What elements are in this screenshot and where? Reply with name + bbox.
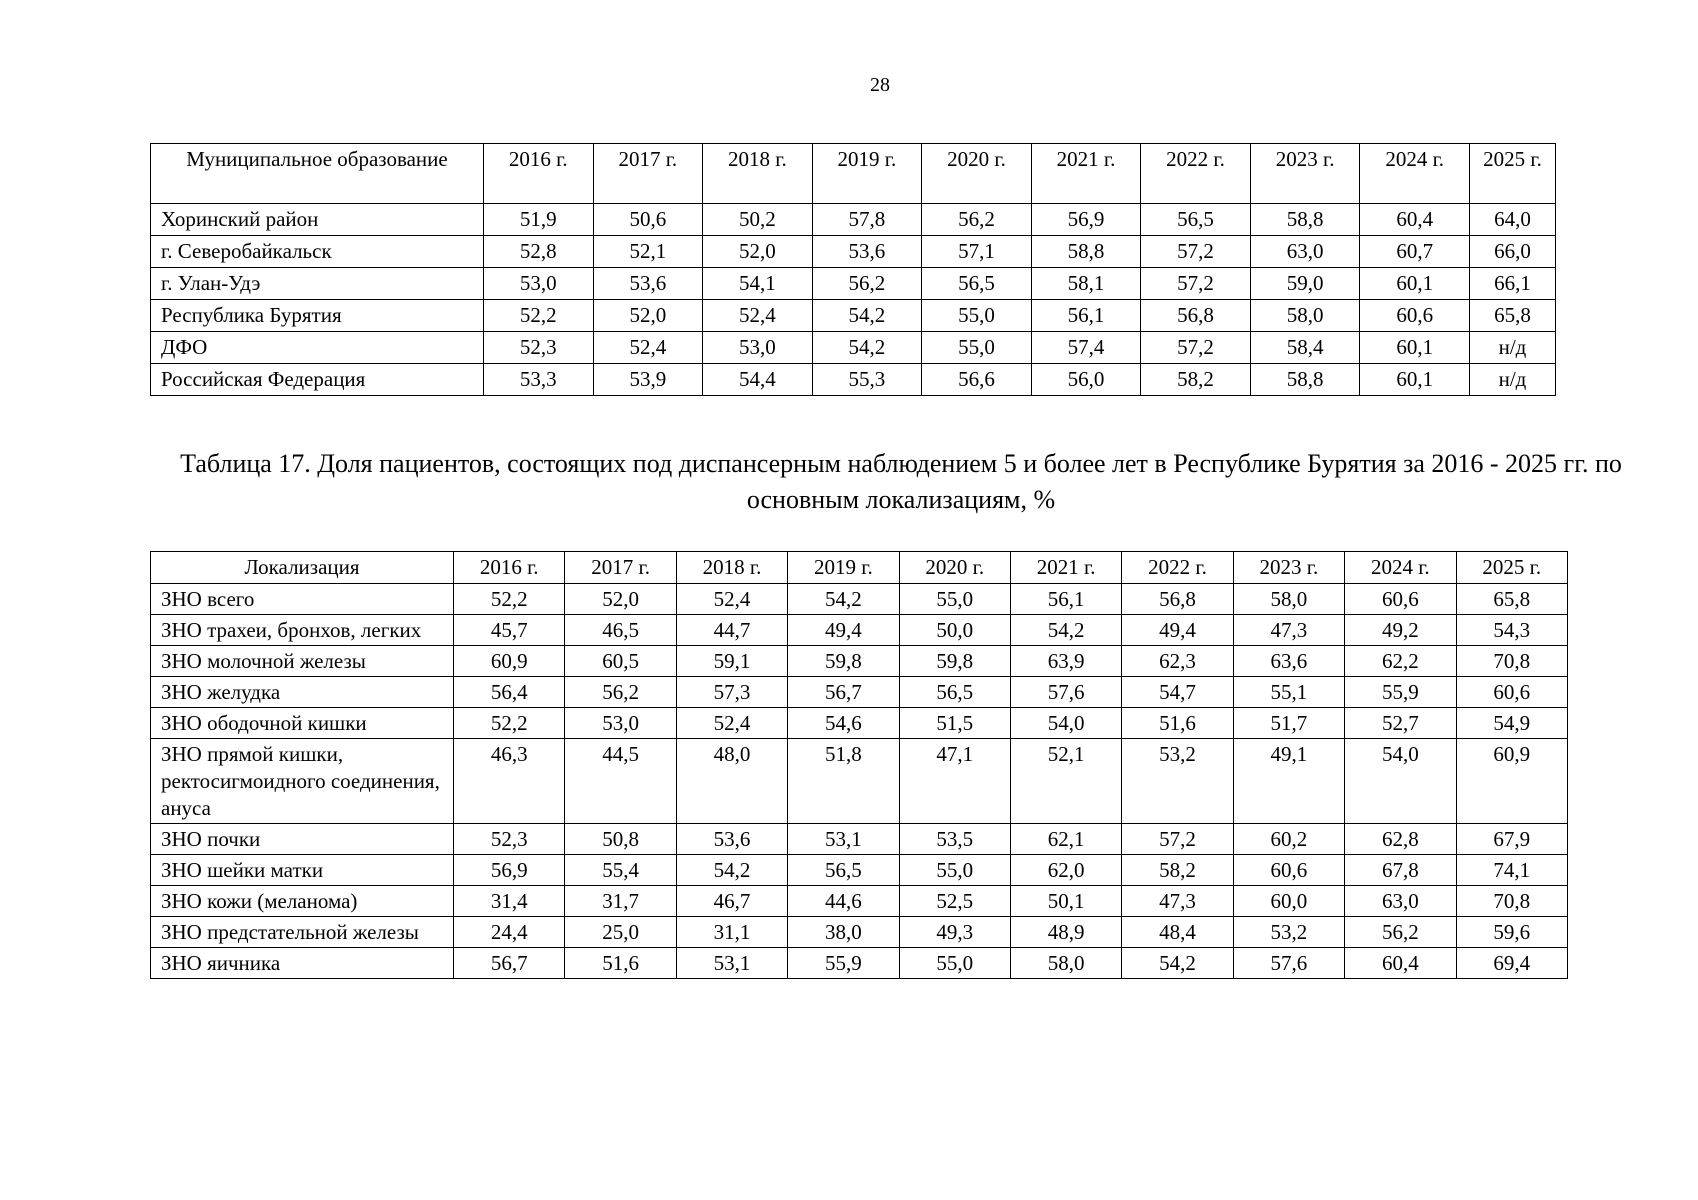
value-cell: 56,0 bbox=[1031, 364, 1141, 396]
value-cell: 46,7 bbox=[676, 886, 787, 917]
value-cell: 52,5 bbox=[899, 886, 1010, 917]
value-cell: 62,8 bbox=[1345, 824, 1456, 855]
table-header-row bbox=[151, 552, 1568, 584]
column-header-year: 2021 г. bbox=[1031, 144, 1141, 204]
value-cell: 52,7 bbox=[1345, 708, 1456, 739]
value-cell: 31,1 bbox=[676, 917, 787, 948]
table-row bbox=[151, 708, 1568, 739]
value-cell: 51,6 bbox=[1122, 708, 1233, 739]
column-header-year: 2019 г. bbox=[788, 552, 899, 584]
value-cell: 51,9 bbox=[484, 204, 594, 236]
value-cell: 52,4 bbox=[676, 708, 787, 739]
value-cell: 56,9 bbox=[1031, 204, 1141, 236]
value-cell: 49,3 bbox=[899, 917, 1010, 948]
value-cell: н/д bbox=[1470, 364, 1556, 396]
value-cell: 44,7 bbox=[676, 615, 787, 646]
row-label-cell: ЗНО кожи (меланома) bbox=[151, 886, 454, 917]
value-cell: 55,1 bbox=[1233, 677, 1344, 708]
value-cell: 53,0 bbox=[565, 708, 676, 739]
table-row bbox=[151, 332, 1556, 364]
value-cell: 57,6 bbox=[1233, 948, 1344, 979]
value-cell: 58,2 bbox=[1141, 364, 1251, 396]
row-label-cell: ЗНО прямой кишки, ректосигмоидного соединения, ануса bbox=[151, 739, 454, 824]
value-cell: 53,6 bbox=[812, 236, 922, 268]
value-cell: 56,7 bbox=[788, 677, 899, 708]
value-cell: 52,2 bbox=[454, 708, 565, 739]
row-label-cell: г. Улан-Удэ bbox=[151, 268, 484, 300]
value-cell: 52,3 bbox=[484, 332, 594, 364]
value-cell: 53,6 bbox=[676, 824, 787, 855]
value-cell: 52,0 bbox=[593, 300, 703, 332]
value-cell: 63,9 bbox=[1010, 646, 1121, 677]
value-cell: 74,1 bbox=[1456, 855, 1567, 886]
value-cell: 49,1 bbox=[1233, 739, 1344, 824]
value-cell: 54,7 bbox=[1122, 677, 1233, 708]
value-cell: 56,7 bbox=[454, 948, 565, 979]
column-header-year: 2025 г. bbox=[1470, 144, 1556, 204]
value-cell: 58,0 bbox=[1010, 948, 1121, 979]
value-cell: 60,4 bbox=[1345, 948, 1456, 979]
value-cell: 56,1 bbox=[1031, 300, 1141, 332]
value-cell: 54,2 bbox=[676, 855, 787, 886]
column-header-year: 2024 г. bbox=[1360, 144, 1470, 204]
value-cell: 60,7 bbox=[1360, 236, 1470, 268]
value-cell: 56,5 bbox=[788, 855, 899, 886]
column-header-year: 2017 г. bbox=[565, 552, 676, 584]
column-header-year: 2021 г. bbox=[1010, 552, 1121, 584]
value-cell: 54,2 bbox=[788, 584, 899, 615]
column-header-name: Муниципальное образование bbox=[151, 144, 484, 204]
value-cell: 52,4 bbox=[703, 300, 813, 332]
column-header-year: 2020 г. bbox=[922, 144, 1032, 204]
row-label-cell: ЗНО шейки матки bbox=[151, 855, 454, 886]
value-cell: 58,8 bbox=[1250, 204, 1360, 236]
value-cell: 57,2 bbox=[1122, 824, 1233, 855]
value-cell: 54,2 bbox=[1122, 948, 1233, 979]
value-cell: 59,6 bbox=[1456, 917, 1567, 948]
column-header-year: 2024 г. bbox=[1345, 552, 1456, 584]
value-cell: 55,0 bbox=[899, 948, 1010, 979]
value-cell: 62,0 bbox=[1010, 855, 1121, 886]
value-cell: 60,2 bbox=[1233, 824, 1344, 855]
value-cell: 60,9 bbox=[1456, 739, 1567, 824]
value-cell: 52,0 bbox=[703, 236, 813, 268]
value-cell: 48,4 bbox=[1122, 917, 1233, 948]
value-cell: 54,0 bbox=[1345, 739, 1456, 824]
row-label-cell: ЗНО желудка bbox=[151, 677, 454, 708]
table-row bbox=[151, 886, 1568, 917]
table-row bbox=[151, 204, 1556, 236]
value-cell: 25,0 bbox=[565, 917, 676, 948]
value-cell: 56,6 bbox=[922, 364, 1032, 396]
column-header-year: 2023 г. bbox=[1233, 552, 1344, 584]
value-cell: 54,2 bbox=[812, 332, 922, 364]
value-cell: 59,8 bbox=[899, 646, 1010, 677]
value-cell: 46,5 bbox=[565, 615, 676, 646]
value-cell: 57,3 bbox=[676, 677, 787, 708]
value-cell: 24,4 bbox=[454, 917, 565, 948]
value-cell: 63,0 bbox=[1345, 886, 1456, 917]
value-cell: 60,6 bbox=[1456, 677, 1567, 708]
value-cell: 54,3 bbox=[1456, 615, 1567, 646]
value-cell: 55,0 bbox=[899, 584, 1010, 615]
table-row bbox=[151, 584, 1568, 615]
value-cell: 60,6 bbox=[1360, 300, 1470, 332]
value-cell: 50,8 bbox=[565, 824, 676, 855]
value-cell: 46,3 bbox=[454, 739, 565, 824]
value-cell: 53,0 bbox=[703, 332, 813, 364]
table-row bbox=[151, 739, 1568, 824]
value-cell: 57,6 bbox=[1010, 677, 1121, 708]
value-cell: 54,2 bbox=[812, 300, 922, 332]
value-cell: 56,9 bbox=[454, 855, 565, 886]
value-cell: 63,0 bbox=[1250, 236, 1360, 268]
value-cell: 60,1 bbox=[1360, 268, 1470, 300]
value-cell: 55,9 bbox=[788, 948, 899, 979]
value-cell: 54,1 bbox=[703, 268, 813, 300]
value-cell: 62,2 bbox=[1345, 646, 1456, 677]
value-cell: 60,0 bbox=[1233, 886, 1344, 917]
value-cell: 52,3 bbox=[454, 824, 565, 855]
value-cell: 38,0 bbox=[788, 917, 899, 948]
table-row bbox=[151, 364, 1556, 396]
row-label-cell: ДФО bbox=[151, 332, 484, 364]
value-cell: 63,6 bbox=[1233, 646, 1344, 677]
value-cell: 56,2 bbox=[812, 268, 922, 300]
value-cell: 58,4 bbox=[1250, 332, 1360, 364]
value-cell: 58,0 bbox=[1250, 300, 1360, 332]
row-label-cell: ЗНО молочной железы bbox=[151, 646, 454, 677]
value-cell: 50,0 bbox=[899, 615, 1010, 646]
column-header-year: 2025 г. bbox=[1456, 552, 1567, 584]
value-cell: 50,2 bbox=[703, 204, 813, 236]
table-row bbox=[151, 300, 1556, 332]
value-cell: 65,8 bbox=[1470, 300, 1556, 332]
value-cell: 67,9 bbox=[1456, 824, 1567, 855]
value-cell: 51,7 bbox=[1233, 708, 1344, 739]
table-row bbox=[151, 948, 1568, 979]
value-cell: 48,0 bbox=[676, 739, 787, 824]
value-cell: 69,4 bbox=[1456, 948, 1567, 979]
value-cell: 60,6 bbox=[1233, 855, 1344, 886]
row-label-cell: ЗНО ободочной кишки bbox=[151, 708, 454, 739]
value-cell: 53,9 bbox=[593, 364, 703, 396]
value-cell: 56,5 bbox=[1141, 204, 1251, 236]
value-cell: 50,1 bbox=[1010, 886, 1121, 917]
value-cell: 59,8 bbox=[788, 646, 899, 677]
value-cell: 49,4 bbox=[788, 615, 899, 646]
value-cell: 55,0 bbox=[899, 855, 1010, 886]
column-header-year: 2019 г. bbox=[812, 144, 922, 204]
table-caption: Таблица 17. Доля пациентов, состоящих под диспансерным наблюдением 5 и более лет в Республике Бурятия за 2016 - 2025 гг. по основным локализациям, % bbox=[180, 449, 1622, 514]
column-header-year: 2018 г. bbox=[676, 552, 787, 584]
value-cell: 58,0 bbox=[1233, 584, 1344, 615]
column-header-year: 2023 г. bbox=[1250, 144, 1360, 204]
value-cell: 54,6 bbox=[788, 708, 899, 739]
value-cell: 56,2 bbox=[1345, 917, 1456, 948]
value-cell: 56,8 bbox=[1141, 300, 1251, 332]
table-row bbox=[151, 677, 1568, 708]
row-label-cell: Хоринский район bbox=[151, 204, 484, 236]
value-cell: 57,2 bbox=[1141, 236, 1251, 268]
value-cell: 53,0 bbox=[484, 268, 594, 300]
value-cell: 57,2 bbox=[1141, 268, 1251, 300]
table-row bbox=[151, 236, 1556, 268]
value-cell: 54,2 bbox=[1010, 615, 1121, 646]
table-header-row bbox=[151, 144, 1556, 204]
table-body bbox=[151, 204, 1556, 396]
value-cell: 70,8 bbox=[1456, 886, 1567, 917]
value-cell: 60,6 bbox=[1345, 584, 1456, 615]
value-cell: 56,5 bbox=[899, 677, 1010, 708]
row-label-cell: ЗНО трахеи, бронхов, легких bbox=[151, 615, 454, 646]
value-cell: 66,0 bbox=[1470, 236, 1556, 268]
value-cell: 58,8 bbox=[1250, 364, 1360, 396]
column-header-name: Локализация bbox=[151, 552, 454, 584]
value-cell: 67,8 bbox=[1345, 855, 1456, 886]
value-cell: 70,8 bbox=[1456, 646, 1567, 677]
row-label-cell: Российская Федерация bbox=[151, 364, 484, 396]
value-cell: 51,8 bbox=[788, 739, 899, 824]
localization-table bbox=[150, 551, 1568, 979]
page-number: 28 bbox=[870, 74, 890, 96]
value-cell: 52,1 bbox=[593, 236, 703, 268]
value-cell: 57,1 bbox=[922, 236, 1032, 268]
table-row bbox=[151, 824, 1568, 855]
value-cell: 44,5 bbox=[565, 739, 676, 824]
value-cell: 53,2 bbox=[1233, 917, 1344, 948]
value-cell: 60,4 bbox=[1360, 204, 1470, 236]
column-header-year: 2016 г. bbox=[484, 144, 594, 204]
value-cell: 59,0 bbox=[1250, 268, 1360, 300]
value-cell: 56,8 bbox=[1122, 584, 1233, 615]
column-header-year: 2022 г. bbox=[1141, 144, 1251, 204]
value-cell: 60,1 bbox=[1360, 364, 1470, 396]
value-cell: 57,8 bbox=[812, 204, 922, 236]
value-cell: 60,9 bbox=[454, 646, 565, 677]
value-cell: 56,2 bbox=[565, 677, 676, 708]
value-cell: 57,4 bbox=[1031, 332, 1141, 364]
value-cell: 53,2 bbox=[1122, 739, 1233, 824]
value-cell: 53,5 bbox=[899, 824, 1010, 855]
row-label-cell: ЗНО почки bbox=[151, 824, 454, 855]
column-header-year: 2022 г. bbox=[1122, 552, 1233, 584]
value-cell: 56,4 bbox=[454, 677, 565, 708]
value-cell: 31,7 bbox=[565, 886, 676, 917]
table-row bbox=[151, 615, 1568, 646]
value-cell: 52,4 bbox=[593, 332, 703, 364]
value-cell: 53,1 bbox=[676, 948, 787, 979]
value-cell: 52,1 bbox=[1010, 739, 1121, 824]
value-cell: 47,3 bbox=[1122, 886, 1233, 917]
value-cell: 56,2 bbox=[922, 204, 1032, 236]
row-label-cell: г. Северобайкальск bbox=[151, 236, 484, 268]
value-cell: 55,0 bbox=[922, 332, 1032, 364]
municipal-table bbox=[150, 143, 1556, 396]
value-cell: 55,3 bbox=[812, 364, 922, 396]
value-cell: 54,9 bbox=[1456, 708, 1567, 739]
row-label-cell: Республика Бурятия bbox=[151, 300, 484, 332]
value-cell: 55,4 bbox=[565, 855, 676, 886]
value-cell: 53,1 bbox=[788, 824, 899, 855]
value-cell: 58,2 bbox=[1122, 855, 1233, 886]
value-cell: 62,3 bbox=[1122, 646, 1233, 677]
row-label-cell: ЗНО яичника bbox=[151, 948, 454, 979]
value-cell: 52,8 bbox=[484, 236, 594, 268]
value-cell: 49,4 bbox=[1122, 615, 1233, 646]
value-cell: 64,0 bbox=[1470, 204, 1556, 236]
column-header-year: 2020 г. bbox=[899, 552, 1010, 584]
value-cell: 54,0 bbox=[1010, 708, 1121, 739]
value-cell: 60,5 bbox=[565, 646, 676, 677]
value-cell: 48,9 bbox=[1010, 917, 1121, 948]
table-body bbox=[151, 584, 1568, 979]
value-cell: 45,7 bbox=[454, 615, 565, 646]
value-cell: 50,6 bbox=[593, 204, 703, 236]
value-cell: 52,2 bbox=[454, 584, 565, 615]
value-cell: 57,2 bbox=[1141, 332, 1251, 364]
value-cell: 52,2 bbox=[484, 300, 594, 332]
value-cell: 66,1 bbox=[1470, 268, 1556, 300]
value-cell: 51,6 bbox=[565, 948, 676, 979]
value-cell: 58,8 bbox=[1031, 236, 1141, 268]
table-row bbox=[151, 917, 1568, 948]
value-cell: 59,1 bbox=[676, 646, 787, 677]
value-cell: 53,6 bbox=[593, 268, 703, 300]
row-label-cell: ЗНО всего bbox=[151, 584, 454, 615]
value-cell: 49,2 bbox=[1345, 615, 1456, 646]
value-cell: 65,8 bbox=[1456, 584, 1567, 615]
column-header-year: 2016 г. bbox=[454, 552, 565, 584]
table-row bbox=[151, 646, 1568, 677]
value-cell: 56,1 bbox=[1010, 584, 1121, 615]
value-cell: 62,1 bbox=[1010, 824, 1121, 855]
column-header-year: 2017 г. bbox=[593, 144, 703, 204]
value-cell: 44,6 bbox=[788, 886, 899, 917]
value-cell: 60,1 bbox=[1360, 332, 1470, 364]
table-row bbox=[151, 268, 1556, 300]
value-cell: 47,3 bbox=[1233, 615, 1344, 646]
value-cell: 31,4 bbox=[454, 886, 565, 917]
row-label-cell: ЗНО предстательной железы bbox=[151, 917, 454, 948]
value-cell: 52,0 bbox=[565, 584, 676, 615]
value-cell: 56,5 bbox=[922, 268, 1032, 300]
table-row bbox=[151, 855, 1568, 886]
value-cell: 55,0 bbox=[922, 300, 1032, 332]
value-cell: н/д bbox=[1470, 332, 1556, 364]
value-cell: 52,4 bbox=[676, 584, 787, 615]
value-cell: 53,3 bbox=[484, 364, 594, 396]
value-cell: 54,4 bbox=[703, 364, 813, 396]
value-cell: 47,1 bbox=[899, 739, 1010, 824]
value-cell: 55,9 bbox=[1345, 677, 1456, 708]
value-cell: 51,5 bbox=[899, 708, 1010, 739]
value-cell: 58,1 bbox=[1031, 268, 1141, 300]
column-header-year: 2018 г. bbox=[703, 144, 813, 204]
